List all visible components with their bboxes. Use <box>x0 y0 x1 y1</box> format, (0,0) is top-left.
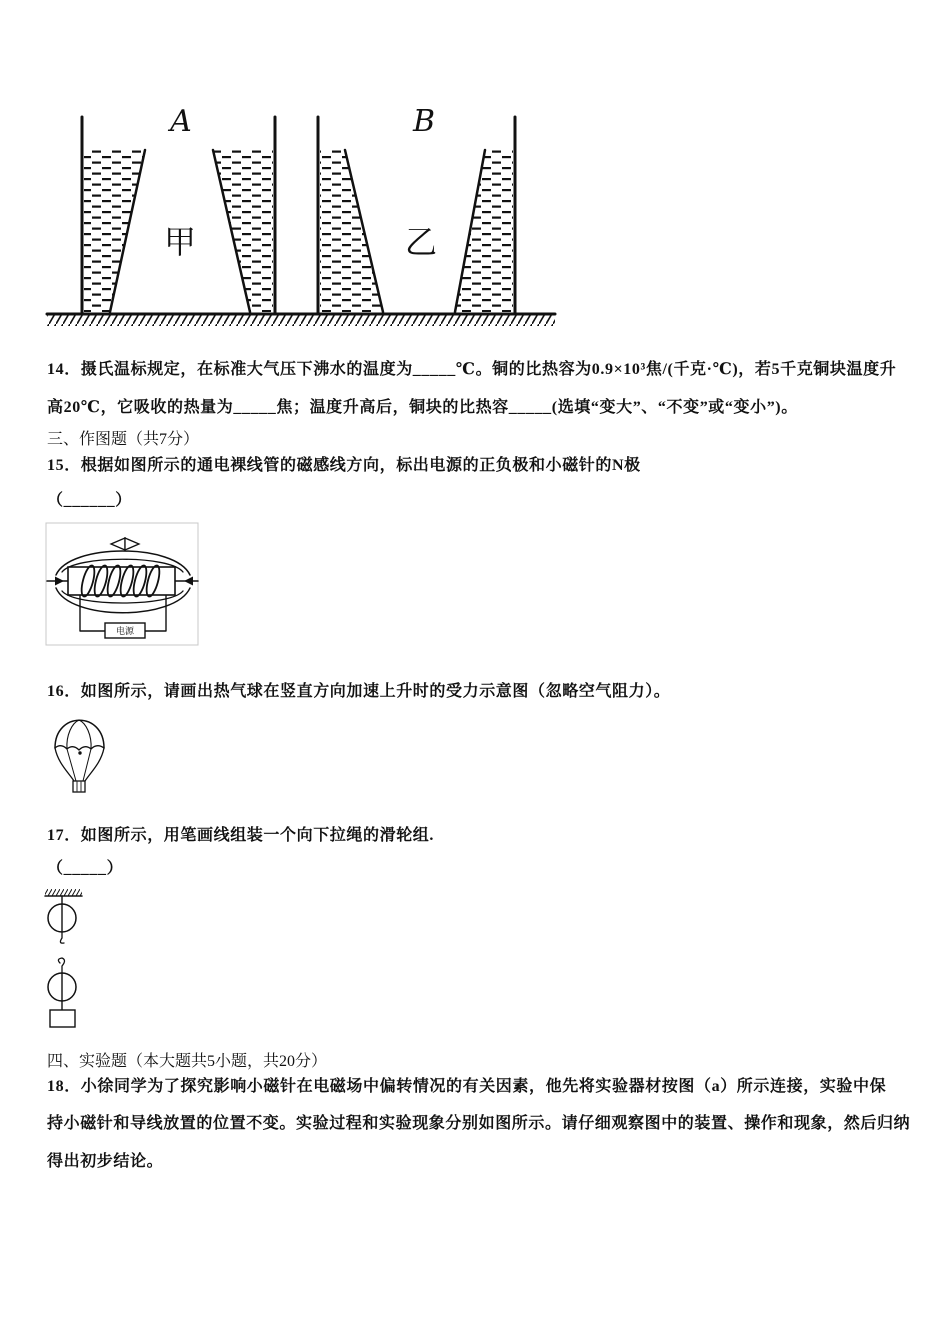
containers-figure <box>40 95 565 335</box>
power-supply-label: 电源 <box>115 627 135 637</box>
q18-line-1: 18．小徐同学为了探究影响小磁针在电磁场中偏转情况的有关因素，他先将实验器材按图（a）所示连接，实验中保 <box>47 1078 887 1095</box>
q15-answer-blank: （______） <box>47 492 132 509</box>
balloon-center-of-mass-dot <box>78 751 81 754</box>
solenoid-figure <box>44 520 204 648</box>
hot-air-balloon-figure <box>50 715 110 797</box>
fixed-pulley-hook <box>60 932 64 943</box>
balloon-rope-left <box>67 749 76 781</box>
balloon-basket <box>73 781 85 792</box>
q15-text: 15．根据如图所示的通电裸线管的磁感线方向，标出电源的正负极和小磁针的N极 <box>47 457 641 474</box>
object-a-label: 甲 <box>163 223 197 261</box>
field-arrow-left <box>55 577 64 586</box>
field-arrow-right <box>184 577 193 586</box>
q14-line-2: 高20℃，它吸收的热量为_____焦；温度升高后，铜块的比热容_____(选填“变大”、“不变”或“变小”)。 <box>47 399 798 416</box>
balloon-rope-right <box>83 749 91 781</box>
ceiling-hatching <box>45 889 82 896</box>
section-4-heading: 四、实验题（本大题共5小题，共20分） <box>47 1053 328 1070</box>
q16-text: 16．如图所示，请画出热气球在竖直方向加速上升时的受力示意图（忽略空气阻力）。 <box>47 683 671 700</box>
balloon-dome <box>55 720 104 748</box>
q14-line-1: 14．摄氏温标规定，在标准大气压下沸水的温度为_____℃。铜的比热容为0.9×10³焦/(千克·℃)，若5千克铜块温度升 <box>47 361 897 378</box>
compass-needle-left-half <box>111 538 125 550</box>
ground-hatching <box>47 315 555 326</box>
pulley-figure <box>42 885 87 1033</box>
q17-answer-blank: （_____） <box>47 860 124 877</box>
balloon-envelope-right <box>85 748 104 781</box>
container-a-label: A <box>170 104 192 139</box>
section-3-heading: 三、作图题（共7分） <box>47 431 200 448</box>
movable-pulley-hook <box>58 958 64 973</box>
q18-line-2: 持小磁针和导线放置的位置不变。实验过程和实验现象分别如图所示。请仔细观察图中的装置、操作和现象，然后归纳 <box>47 1115 911 1132</box>
compass-needle-right-half <box>125 538 139 550</box>
container-a-liquid-right <box>213 150 273 312</box>
container-b-liquid-right <box>455 150 513 312</box>
balloon-rib-right <box>79 720 91 749</box>
balloon-scalloped-edge <box>55 746 104 750</box>
container-b-label: B <box>412 104 436 139</box>
q18-line-3: 得出初步结论。 <box>47 1153 164 1170</box>
object-b-label: 乙 <box>404 223 438 261</box>
balloon-rib-left <box>67 720 79 749</box>
q17-text: 17．如图所示，用笔画线组装一个向下拉绳的滑轮组. <box>47 827 435 844</box>
hanging-weight <box>50 1010 75 1027</box>
